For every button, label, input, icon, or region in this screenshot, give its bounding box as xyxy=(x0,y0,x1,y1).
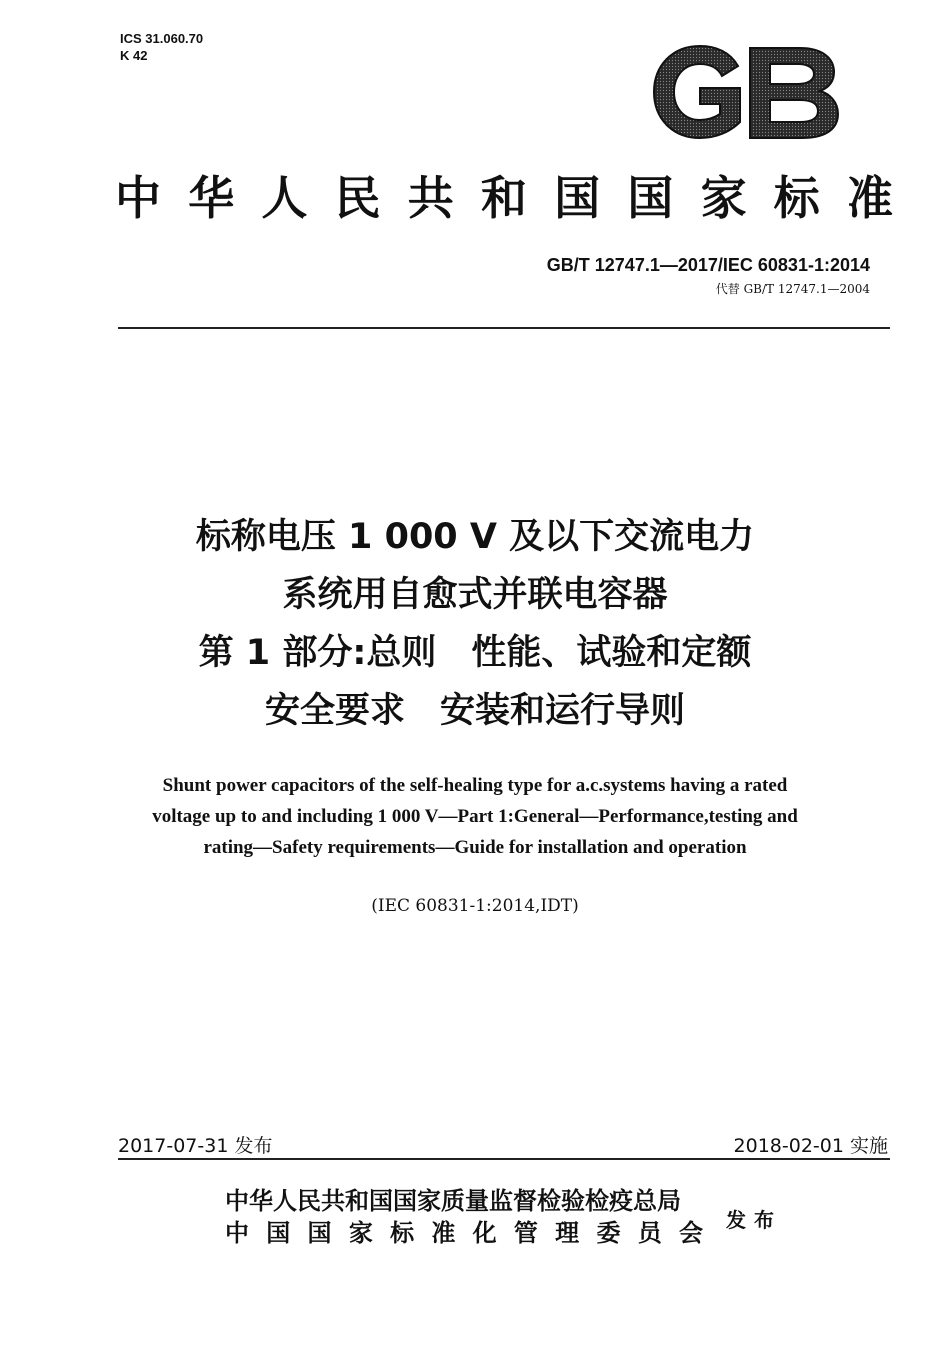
classification-codes xyxy=(120,30,203,64)
english-title-line: rating—Safety requirements—Guide for installation and operation xyxy=(203,837,747,858)
ccs-code: K 42 xyxy=(120,48,148,63)
ics-code: ICS 31.060.70 xyxy=(120,31,204,46)
chinese-title-line: 第 1 部分:总则 性能、试验和定额 xyxy=(198,633,752,673)
gb-logo xyxy=(650,44,840,140)
implementation-date: 2018-02-01 实施 xyxy=(733,1135,888,1157)
english-title-line: voltage up to and including 1 000 V—Part 1:General—Performance,testing and xyxy=(152,806,798,827)
standard-number: GB/T 12747.1—2017/IEC 60831-1:2014 xyxy=(546,255,870,275)
issuing-authorities xyxy=(225,1185,703,1249)
footer-divider xyxy=(118,1158,890,1160)
chinese-title-line: 标称电压 1 000 V 及以下交流电力 xyxy=(195,517,755,557)
replaces-note: 代替 GB/T 12747.1—2004 xyxy=(715,282,870,296)
english-title-line: Shunt power capacitors of the self-healing type for a.c.systems having a rated xyxy=(162,775,788,796)
gb-logo-text: GB xyxy=(650,44,652,45)
issue-date: 2017-07-31 发布 xyxy=(118,1135,273,1157)
equivalence-note: (IEC 60831-1:2014,IDT) xyxy=(371,896,579,916)
issuer-line: 中国国家标准化管理委员会 xyxy=(225,1218,703,1247)
header-divider xyxy=(118,327,890,329)
chinese-title xyxy=(75,508,875,740)
chinese-title-line: 安全要求 安装和运行导则 xyxy=(264,691,685,731)
national-standard-heading: 中华人民共和国国家标准 xyxy=(115,171,895,225)
chinese-title-line: 系统用自愈式并联电容器 xyxy=(282,575,668,615)
english-title xyxy=(60,770,890,863)
publish-label: 发布 xyxy=(726,1208,782,1232)
issuer-line: 中华人民共和国国家质量监督检验检疫总局 xyxy=(225,1186,681,1215)
